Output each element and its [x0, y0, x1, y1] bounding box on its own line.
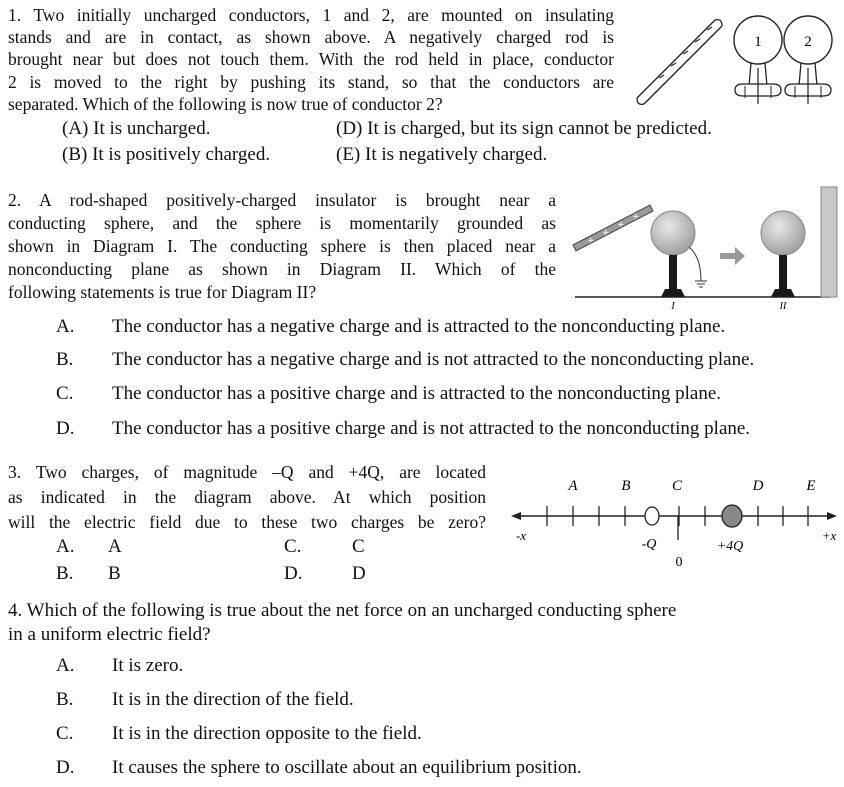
q4-option-d-letter: D. — [56, 757, 75, 778]
q2-line-1: 2. A rod-shaped positively-charged insulator is brought near a — [8, 190, 556, 210]
q3-option-b-text: B — [108, 563, 121, 584]
q1-line-4: 2 is moved to the right by pushing its stand, so that the conductors are — [8, 72, 614, 92]
q2-diagram-figure — [565, 185, 840, 313]
q3-option-d-text: D — [352, 563, 366, 584]
q3-option-d-letter: D. — [284, 563, 303, 584]
position-label-a: A — [568, 478, 578, 494]
position-label-c: C — [671, 478, 683, 494]
axis-neg-label: -x — [515, 528, 527, 543]
position-label-d: D — [752, 478, 764, 494]
conductor-1 — [734, 16, 782, 104]
q1-line-3: brought near but does not touch them. With the rod held in place, conductor — [8, 49, 614, 69]
positive-rod — [573, 205, 653, 251]
q3-option-a-letter: A. — [56, 536, 75, 557]
q1-option-b[interactable]: (B) It is positively charged. — [62, 144, 271, 165]
q4-option-a-letter: A. — [56, 655, 75, 676]
diagram-1-label: I — [671, 301, 675, 312]
q1-line-2: stands and are in contact, as shown above. A negatively charged rod is — [8, 27, 614, 47]
q3-option-b-letter: B. — [56, 563, 74, 584]
q2-line-2: conducting sphere, and the sphere is momentarily grounded as — [8, 213, 556, 233]
diagram-2-label: II — [779, 301, 787, 312]
q4-option-c-text: It is in the direction opposite to the field. — [112, 723, 422, 744]
svg-text:+: + — [632, 212, 640, 222]
q4-option-c-letter: C. — [56, 723, 74, 744]
q2-option-b-text: The conductor has a negative charge and is not attracted to the nonconducting plane. — [112, 349, 755, 370]
q2-line-4: nonconducting plane as shown in Diagram II. Which of the — [8, 259, 556, 279]
conductor-1-label: 1 — [754, 34, 762, 50]
q4-line-2: in a uniform electric field? — [8, 624, 211, 645]
charge-pos-4q — [722, 505, 742, 527]
q4-option-a-text: It is zero. — [112, 655, 184, 676]
q3-option-c-text: C — [352, 536, 365, 557]
q1-option-a[interactable]: (A) It is uncharged. — [62, 118, 211, 139]
q2-line-5: following statements is true for Diagram II? — [8, 282, 317, 302]
q3-line-2: as indicated in the diagram above. At which position — [8, 487, 486, 507]
q4-option-b-text: It is in the direction of the field. — [112, 689, 354, 710]
q1-option-e[interactable]: (E) It is negatively charged. — [336, 144, 548, 165]
svg-text:+: + — [587, 236, 595, 246]
origin-label: 0 — [675, 555, 683, 570]
nonconducting-plane — [821, 187, 837, 297]
charge-neg-q — [645, 507, 659, 525]
q3-option-c-letter: C. — [284, 536, 302, 557]
conductor-2-label: 2 — [804, 34, 812, 50]
q1-line-1: 1. Two initially uncharged conductors, 1 and 2, are mounted on insulating — [8, 5, 614, 25]
q4-option-b-letter: B. — [56, 689, 74, 710]
q2-option-d-letter: D. — [56, 418, 75, 439]
q3-option-a-text: A — [108, 536, 122, 557]
q3-line-3: will the electric field due to these two charges be zero? — [8, 512, 486, 532]
q3-line-1: 3. Two charges, of magnitude –Q and +4Q, are located — [8, 462, 486, 482]
q1-line-5: separated. Which of the following is now true of conductor 2? — [8, 94, 443, 114]
position-label-b: B — [621, 478, 631, 494]
q2-option-b-letter: B. — [56, 349, 74, 370]
q1-option-d[interactable]: (D) It is charged, but its sign cannot be predicted. — [336, 118, 712, 139]
q3-number-line-figure — [505, 470, 841, 580]
q2-line-3: shown in Diagram I. The conducting sphere is then placed near a — [8, 236, 556, 256]
axis-pos-label: +x — [821, 528, 837, 543]
svg-text:+: + — [617, 220, 625, 230]
position-label-e: E — [806, 478, 816, 494]
charge-neg-label: -Q — [641, 537, 657, 552]
q4-line-1: 4. Which of the following is true about the net force on an uncharged conducting sphere — [8, 600, 677, 621]
q4-option-d-text: It causes the sphere to oscillate about an equilibrium position. — [112, 757, 582, 778]
charged-rod — [637, 20, 722, 105]
conductor-2 — [784, 16, 832, 104]
q2-option-d-text: The conductor has a positive charge and is not attracted to the nonconducting plane. — [112, 418, 751, 439]
svg-text:+: + — [602, 228, 610, 238]
q1-conductors-figure — [625, 6, 840, 108]
q2-option-a-letter: A. — [56, 316, 75, 337]
charge-pos-label: +4Q — [716, 539, 744, 554]
axis-arrow-right — [827, 512, 837, 520]
axis-arrow-left — [511, 512, 521, 520]
q2-option-c-letter: C. — [56, 383, 74, 404]
transition-arrow — [720, 247, 745, 265]
q2-option-c-text: The conductor has a positive charge and is attracted to the nonconducting plane. — [112, 383, 722, 404]
q2-option-a-text: The conductor has a negative charge and is attracted to the nonconducting plane. — [112, 316, 726, 337]
